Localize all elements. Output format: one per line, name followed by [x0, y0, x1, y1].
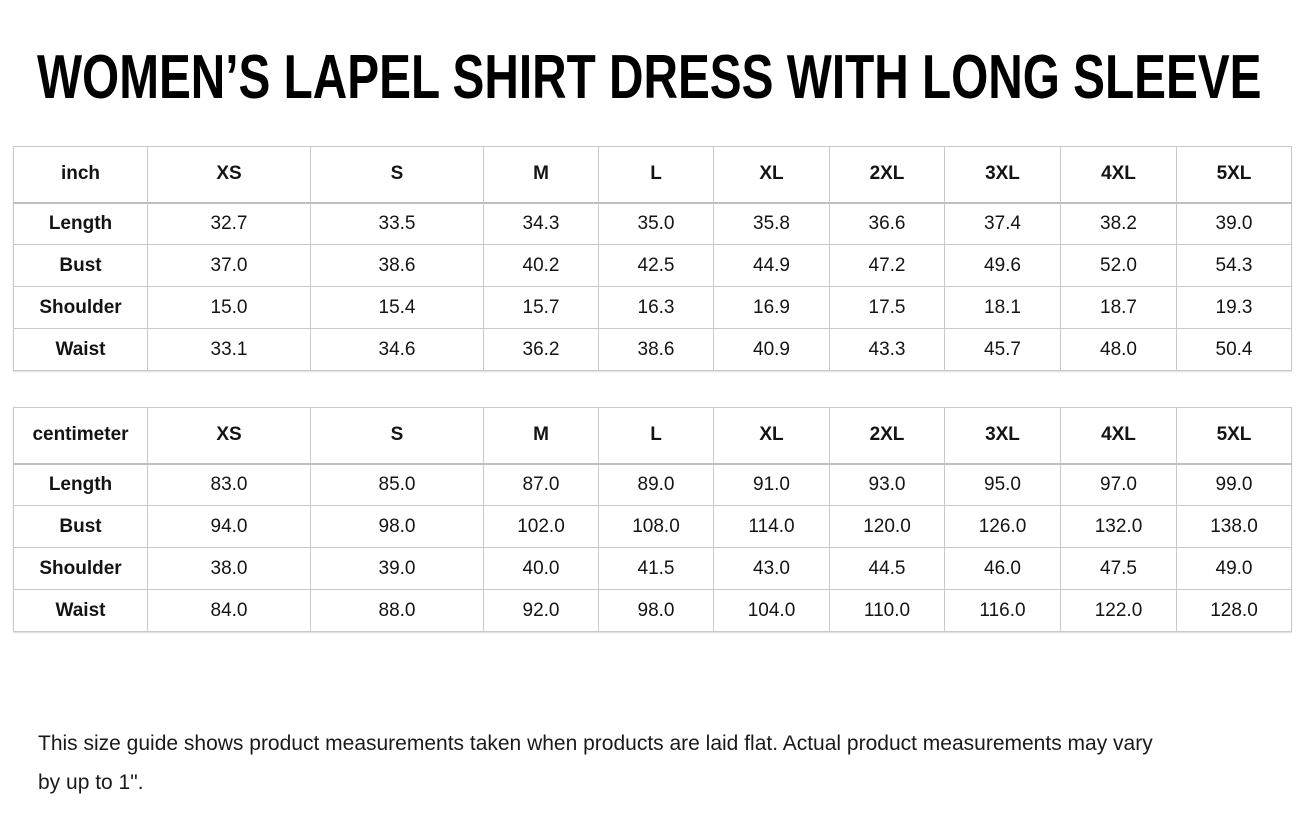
measurement-value-cell: 43.0 — [714, 548, 830, 590]
measurement-label-cell: Length — [14, 464, 148, 506]
measurement-value-cell: 108.0 — [599, 506, 714, 548]
measurement-value-cell: 34.3 — [484, 203, 599, 245]
measurement-value-cell: 84.0 — [148, 590, 311, 632]
measurement-value-cell: 39.0 — [311, 548, 484, 590]
size-table-inch — [13, 146, 1292, 371]
size-header-cell: S — [311, 408, 484, 464]
measurement-value-cell: 120.0 — [830, 506, 945, 548]
measurement-value-cell: 32.7 — [148, 203, 311, 245]
measurement-value-cell: 116.0 — [945, 590, 1061, 632]
measurement-value-cell: 38.0 — [148, 548, 311, 590]
measurement-disclaimer: This size guide shows product measurements taken when products are laid flat. Actual product measurements may vary by up to 1". — [38, 732, 1153, 794]
measurement-value-cell: 95.0 — [945, 464, 1061, 506]
measurement-value-cell: 38.6 — [311, 245, 484, 287]
measurement-value-cell: 138.0 — [1177, 506, 1292, 548]
measurement-value-cell: 43.3 — [830, 329, 945, 371]
measurement-value-cell: 33.1 — [148, 329, 311, 371]
measurement-value-cell: 128.0 — [1177, 590, 1292, 632]
measurement-value-cell: 37.0 — [148, 245, 311, 287]
unit-label-cell: centimeter — [14, 408, 148, 464]
measurement-value-cell: 98.0 — [599, 590, 714, 632]
measurement-value-cell: 98.0 — [311, 506, 484, 548]
size-header-cell: 5XL — [1177, 408, 1292, 464]
page-title: WOMEN’S LAPEL SHIRT DRESS WITH LONG SLEEVE — [37, 43, 1262, 112]
measurement-value-cell: 110.0 — [830, 590, 945, 632]
measurement-value-cell: 40.9 — [714, 329, 830, 371]
measurement-value-cell: 48.0 — [1061, 329, 1177, 371]
size-chart-table — [13, 407, 1292, 632]
measurement-value-cell: 91.0 — [714, 464, 830, 506]
measurement-value-cell: 88.0 — [311, 590, 484, 632]
measurement-value-cell: 52.0 — [1061, 245, 1177, 287]
measurement-value-cell: 18.1 — [945, 287, 1061, 329]
measurement-value-cell: 104.0 — [714, 590, 830, 632]
measurement-value-cell: 94.0 — [148, 506, 311, 548]
measurement-label-cell: Length — [14, 203, 148, 245]
measurement-row — [14, 203, 1292, 245]
measurement-row — [14, 548, 1292, 590]
header-row — [14, 147, 1292, 203]
measurement-value-cell: 17.5 — [830, 287, 945, 329]
header-row — [14, 408, 1292, 464]
measurement-value-cell: 15.4 — [311, 287, 484, 329]
measurement-value-cell: 38.2 — [1061, 203, 1177, 245]
measurement-value-cell: 36.2 — [484, 329, 599, 371]
measurement-value-cell: 36.6 — [830, 203, 945, 245]
size-header-cell: L — [599, 408, 714, 464]
measurement-row — [14, 245, 1292, 287]
measurement-label-cell: Bust — [14, 506, 148, 548]
measurement-value-cell: 34.6 — [311, 329, 484, 371]
measurement-value-cell: 132.0 — [1061, 506, 1177, 548]
size-header-cell: XL — [714, 147, 830, 203]
measurement-value-cell: 42.5 — [599, 245, 714, 287]
measurement-row — [14, 329, 1292, 371]
measurement-value-cell: 47.5 — [1061, 548, 1177, 590]
measurement-value-cell: 44.9 — [714, 245, 830, 287]
measurement-value-cell: 54.3 — [1177, 245, 1292, 287]
measurement-value-cell: 102.0 — [484, 506, 599, 548]
size-header-cell: 4XL — [1061, 147, 1177, 203]
measurement-value-cell: 35.8 — [714, 203, 830, 245]
measurement-value-cell: 49.0 — [1177, 548, 1292, 590]
measurement-value-cell: 126.0 — [945, 506, 1061, 548]
measurement-value-cell: 41.5 — [599, 548, 714, 590]
measurement-row — [14, 506, 1292, 548]
measurement-value-cell: 35.0 — [599, 203, 714, 245]
measurement-value-cell: 44.5 — [830, 548, 945, 590]
size-header-cell: M — [484, 408, 599, 464]
measurement-value-cell: 114.0 — [714, 506, 830, 548]
size-header-cell: 5XL — [1177, 147, 1292, 203]
measurement-value-cell: 85.0 — [311, 464, 484, 506]
size-table-centimeter — [13, 407, 1292, 632]
measurement-value-cell: 50.4 — [1177, 329, 1292, 371]
size-header-cell: XS — [148, 408, 311, 464]
measurement-value-cell: 92.0 — [484, 590, 599, 632]
size-header-cell: XS — [148, 147, 311, 203]
measurement-row — [14, 590, 1292, 632]
measurement-value-cell: 15.0 — [148, 287, 311, 329]
measurement-value-cell: 122.0 — [1061, 590, 1177, 632]
measurement-label-cell: Waist — [14, 329, 148, 371]
size-chart-table — [13, 146, 1292, 371]
size-header-cell: 3XL — [945, 408, 1061, 464]
measurement-value-cell: 40.0 — [484, 548, 599, 590]
size-header-cell: L — [599, 147, 714, 203]
measurement-value-cell: 16.9 — [714, 287, 830, 329]
measurement-value-cell: 99.0 — [1177, 464, 1292, 506]
measurement-value-cell: 39.0 — [1177, 203, 1292, 245]
measurement-value-cell: 87.0 — [484, 464, 599, 506]
measurement-row — [14, 464, 1292, 506]
measurement-value-cell: 16.3 — [599, 287, 714, 329]
measurement-value-cell: 18.7 — [1061, 287, 1177, 329]
measurement-label-cell: Waist — [14, 590, 148, 632]
measurement-value-cell: 97.0 — [1061, 464, 1177, 506]
measurement-value-cell: 83.0 — [148, 464, 311, 506]
measurement-value-cell: 49.6 — [945, 245, 1061, 287]
measurement-value-cell: 45.7 — [945, 329, 1061, 371]
measurement-value-cell: 93.0 — [830, 464, 945, 506]
size-header-cell: 2XL — [830, 408, 945, 464]
size-header-cell: S — [311, 147, 484, 203]
size-header-cell: M — [484, 147, 599, 203]
size-header-cell: 4XL — [1061, 408, 1177, 464]
measurement-value-cell: 15.7 — [484, 287, 599, 329]
size-header-cell: XL — [714, 408, 830, 464]
measurement-value-cell: 38.6 — [599, 329, 714, 371]
measurement-value-cell: 47.2 — [830, 245, 945, 287]
measurement-value-cell: 37.4 — [945, 203, 1061, 245]
measurement-label-cell: Bust — [14, 245, 148, 287]
unit-label-cell: inch — [14, 147, 148, 203]
measurement-value-cell: 33.5 — [311, 203, 484, 245]
measurement-value-cell: 46.0 — [945, 548, 1061, 590]
measurement-row — [14, 287, 1292, 329]
measurement-value-cell: 40.2 — [484, 245, 599, 287]
measurement-value-cell: 89.0 — [599, 464, 714, 506]
size-header-cell: 3XL — [945, 147, 1061, 203]
measurement-label-cell: Shoulder — [14, 548, 148, 590]
size-header-cell: 2XL — [830, 147, 945, 203]
measurement-value-cell: 19.3 — [1177, 287, 1292, 329]
measurement-label-cell: Shoulder — [14, 287, 148, 329]
